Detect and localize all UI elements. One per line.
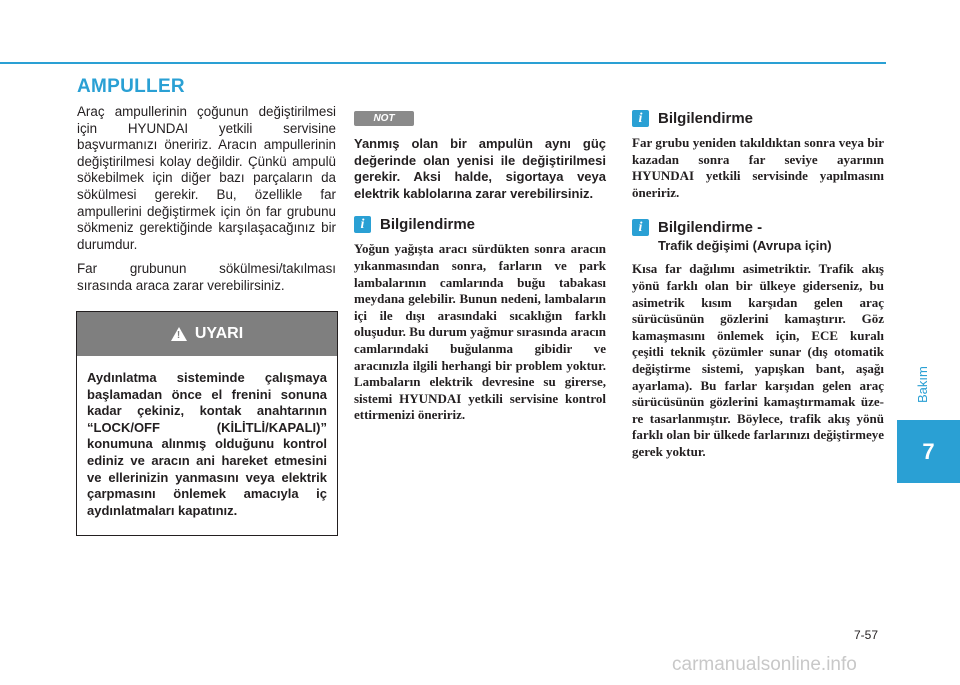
warning-title: UYARI [194,325,244,342]
intro-column [77,104,336,303]
header-rule [0,62,886,64]
info-heading-2 [632,219,884,236]
info-heading [354,216,606,233]
section-title: AMPULLER [77,76,185,97]
note-text: Yanmış olan bir ampulün aynı güç değerinde olan yenisi ile değiştirilmesi gerekir. Aksi halde, sigortaya veya elektrik kablolarına zarar verebilirsiniz. [354,136,606,201]
warning-triangle-icon: ! [171,327,187,341]
middle-column [354,108,606,424]
info-body-2: Kısa far dağılımı asimetriktir. Trafik akış yönü farklı olan bir ülkeye giderseniz, bu asimetrik kısım karşıdan gelen araç sürücüsünün gözlerini kamaştırır. Göz kamaşmasını önlemek için, ECE kuralı çeşitli teknik çözümler sunar (dış otomatik değiştirme sistemi, yapışkan bant, aşağı ayarlama). Bu farlar karşıdan gelen araç sürücüsünün gözlerini kamaştırmamak üzere tasarlanmıştır. Böylece, trafik akış yönü farklı olan bir ülkede farlarınızı değiştirmeye gerek yoktur. [632,261,884,459]
intro-paragraph-1: Araç ampullerinin çoğunun değiştirilmesi için HYUNDAI yetkili servisine başvurmanızı öneririz. Aracın ampullerinin değiştirilmesi kolay değildir. Çünkü ampulü sökebilmek için diğer bazı parçaların da sökülmesi gerekir. Bu, özellikle far ampullerini değiştirmek için ön far grubunu sökmeniz gerektiğinde karşılaşacağınız bir durumdur. [77,104,336,252]
info-title-2: Bilgilendirme - [658,219,763,237]
right-column [632,110,884,461]
warning-body: Aydınlatma sisteminde çalışmaya başlamadan önce el frenini sonuna kadar çekiniz, kontak anahtarının “LOCK/OFF (KİLİTLİ/KAPALI)” konumuna alınmış olduğunu kontrol ediniz ve aracın ani hareket etmesini ve ellerinizin yanmasını veya elektrik çarpmasını önlemek amacıyla iç aydınlatmaları kapatınız. [87,370,327,518]
page-number: 7-57 [854,628,879,642]
warning-box [76,311,338,536]
chapter-number-tab: 7 [897,420,960,483]
info-subtitle-2: Trafik değişimi (Avrupa için) [658,238,832,254]
info-body: Yoğun yağışta aracı sürdükten sonra aracın yıkanmasından sonra, farların ve park lambalarının camlarında buğu tabakası meydana gelebilir. Bunun nedeni, lambaların içi ile dışı arasındaki sıcaklığın farklı oluşudur. Bu durum yağmur sırasında aracın camlarındaki buğulanma gibidir ve aracınızla ilgili herhangi bir problem yoktur. Lambaların elektrik devresine su girerse, sistemi HYUNDAI yetkili servisine kontrol ettirmenizi öneririz. [354,241,606,423]
info-icon: i [632,110,649,127]
info-body-1: Far grubu yeniden takıldıktan sonra veya bir kazadan sonra far seviye ayarının HYUNDAI yetkili servisinde yapılmasını öneririz. [632,135,884,200]
info-heading-1 [632,110,884,127]
info-title: Bilgilendirme [380,216,476,234]
info-title-1: Bilgilendirme [658,110,754,127]
info-icon: i [632,219,649,236]
note-badge: NOT [354,111,414,126]
intro-paragraph-2: Far grubunun sökülmesi/takılması sırasında araca zarar verebilirsiniz. [77,261,336,293]
warning-header [77,312,337,356]
info-icon: i [354,216,371,233]
watermark: carmanualsonline.info [672,654,857,675]
